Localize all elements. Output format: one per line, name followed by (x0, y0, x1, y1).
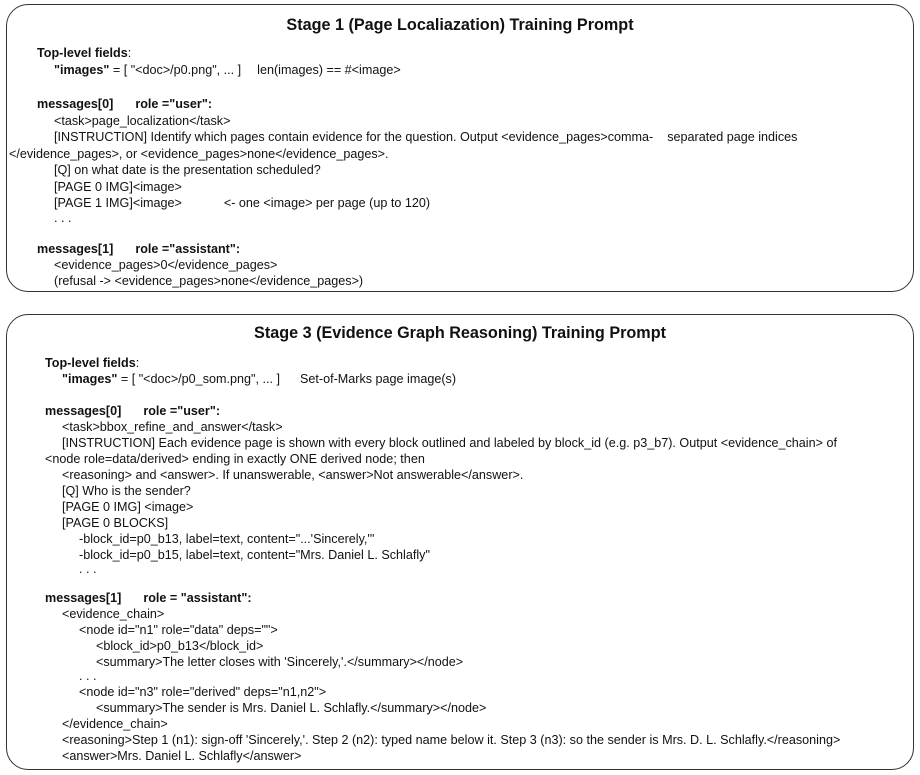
stage1-ellipsis: . . . (54, 211, 72, 225)
images-value: = [ "<doc>/p0_som.png", ... ] (117, 372, 280, 386)
stage3-panel (6, 314, 914, 770)
page1-text: [PAGE 1 IMG]<image> (54, 196, 182, 210)
stage1-instruction-line-2: </evidence_pages>, or <evidence_pages>none</evidence_pages>. (9, 147, 389, 161)
stage3-chain-close-line: </evidence_chain> (62, 717, 168, 731)
stage3-title: Stage 3 (Evidence Graph Reasoning) Training Prompt (254, 324, 666, 342)
colon: : (207, 97, 213, 111)
stage3-block-line-1: -block_id=p0_b13, label=text, content="...'Sincerely,'" (79, 532, 375, 546)
stage1-page1-line (54, 195, 430, 212)
colon: : (247, 591, 252, 605)
stage3-instruction-line-1: [INSTRUCTION] Each evidence page is shown with every block outlined and labeled by block_id (e.g. p3_b7). Output <evidence_chain> of (62, 436, 837, 450)
stage1-page0-line: [PAGE 0 IMG]<image> (54, 180, 182, 194)
messages1-label: messages[1] (37, 242, 114, 256)
stage3-answer-line: <answer>Mrs. Daniel L. Schlafly</answer> (62, 749, 302, 763)
top-level-fields-label: Top-level fields (45, 356, 136, 370)
stage3-instruction-line-3: <reasoning> and <answer>. If unanswerable, <answer>Not answerable</answer>. (62, 468, 524, 482)
top-level-fields-label: Top-level fields (37, 46, 128, 60)
messages1-label: messages[1] (45, 591, 122, 605)
instruction-part-b: separated page indices (667, 130, 798, 144)
images-note: len(images) == #<image> (257, 63, 401, 77)
stage1-top-level-fields-heading (37, 45, 131, 62)
stage1-answer-line: <evidence_pages>0</evidence_pages> (54, 258, 278, 272)
stage3-messages1-heading (45, 590, 252, 607)
instruction-part-a: [INSTRUCTION] Identify which pages contain evidence for the question. Output <evidence_pages>comma- (54, 130, 654, 144)
images-key: "images" (54, 63, 110, 77)
stage3-block-id-line: <block_id>p0_b13</block_id> (96, 639, 264, 653)
messages1-role: role = "assistant" (143, 591, 248, 605)
stage1-question-line: [Q] on what date is the presentation scheduled? (54, 163, 321, 177)
messages0-label: messages[0] (37, 97, 114, 111)
stage3-task-line: <task>bbox_refine_and_answer</task> (62, 420, 283, 434)
stage1-task-line: <task>page_localization</task> (54, 114, 231, 128)
messages0-role: role ="user" (135, 97, 208, 111)
stage3-reasoning-line: <reasoning>Step 1 (n1): sign-off 'Sincerely,'. Step 2 (n2): typed name below it. Step 3 (n3): so the sender is Mrs. D. L. Schlafly.</reasoning> (62, 733, 841, 747)
messages0-label: messages[0] (45, 404, 122, 418)
stage1-panel (6, 4, 914, 292)
stage3-instruction-line-2: <node role=data/derived> ending in exactly ONE derived node; then (45, 452, 425, 466)
stage3-ellipsis-1: . . . (79, 562, 97, 576)
stage3-question-line: [Q] Who is the sender? (62, 484, 191, 498)
stage3-block-line-2: -block_id=p0_b15, label=text, content="Mrs. Daniel L. Schlafly" (79, 548, 430, 562)
stage3-page0-blocks-line: [PAGE 0 BLOCKS] (62, 516, 169, 530)
messages1-role: role ="assistant" (135, 242, 236, 256)
colon: : (235, 242, 241, 256)
stage1-instruction-line-1 (54, 129, 797, 146)
colon: : (127, 46, 132, 60)
colon: : (135, 356, 140, 370)
stage3-ellipsis-2: . . . (79, 669, 97, 683)
stage1-images-line (54, 62, 401, 79)
stage1-refusal-line: (refusal -> <evidence_pages>none</evidence_pages>) (54, 274, 364, 288)
stage3-node3-open-line: <node id="n3" role="derived" deps="n1,n2"> (79, 685, 327, 699)
stage3-messages0-heading (45, 403, 220, 420)
stage3-chain-open-line: <evidence_chain> (62, 607, 165, 621)
stage3-images-line (62, 371, 456, 388)
colon: : (215, 404, 221, 418)
stage1-messages1-heading (37, 241, 240, 258)
images-key: "images" (62, 372, 118, 386)
stage1-messages0-heading (37, 96, 212, 113)
page1-note: <- one <image> per page (up to 120) (223, 196, 431, 210)
images-value: = [ "<doc>/p0.png", ... ] (109, 63, 242, 77)
stage3-top-level-fields-heading (45, 355, 139, 372)
stage3-summary1-line: <summary>The letter closes with 'Sincerely,'.</summary></node> (96, 655, 464, 669)
messages0-role: role ="user" (143, 404, 216, 418)
stage3-page0-img-line: [PAGE 0 IMG] <image> (62, 500, 194, 514)
stage1-title: Stage 1 (Page Localiazation) Training Prompt (286, 16, 634, 34)
images-note: Set-of-Marks page image(s) (299, 372, 457, 386)
stage3-node1-open-line: <node id="n1" role="data" deps=""> (79, 623, 278, 637)
stage3-summary3-line: <summary>The sender is Mrs. Daniel L. Schlafly.</summary></node> (96, 701, 487, 715)
